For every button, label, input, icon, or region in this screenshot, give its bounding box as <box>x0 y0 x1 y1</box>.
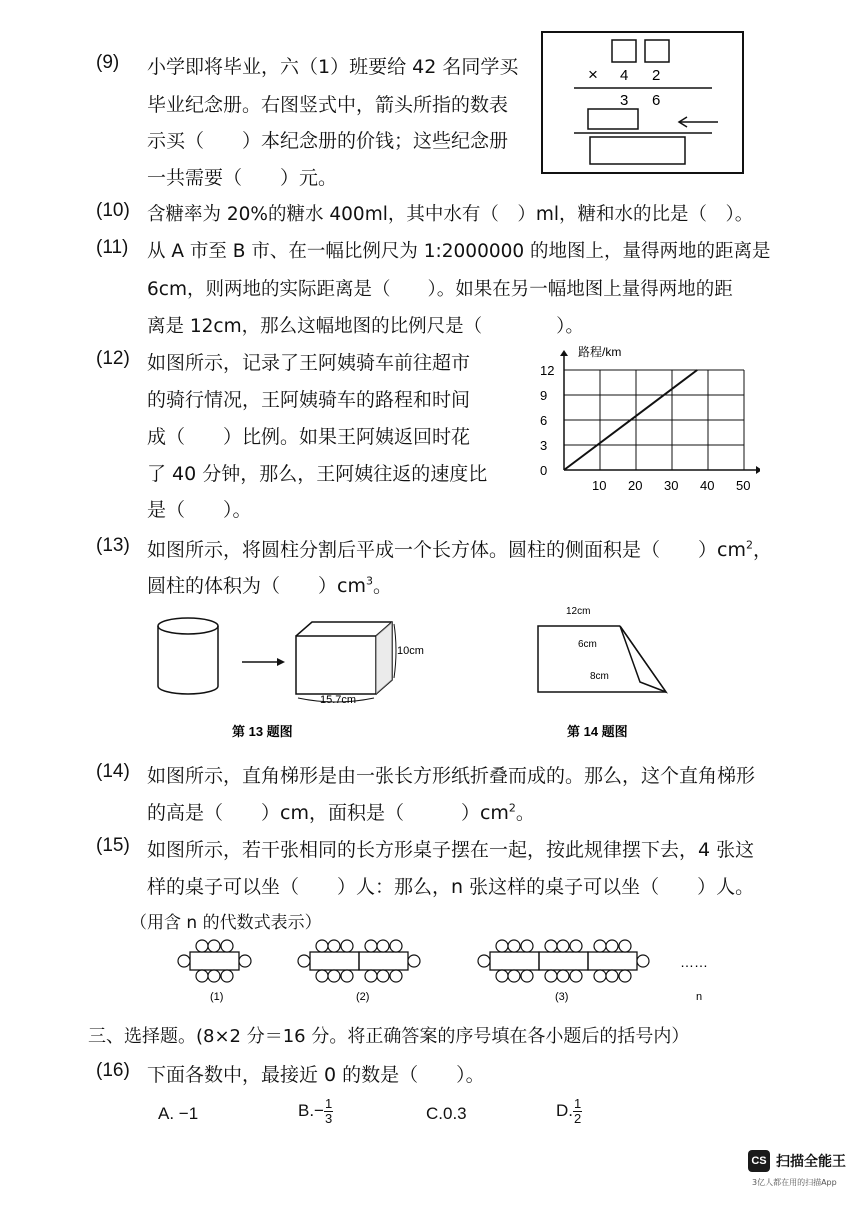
q14-line2-end: 。 <box>515 802 535 824</box>
cylinder-top <box>158 618 218 634</box>
table-1-1 <box>190 952 239 970</box>
seat-bottom-2-1-3 <box>341 970 353 982</box>
q13-line2-text: 圆柱的体积为（ ）cm <box>147 575 366 597</box>
q14-number: (14) <box>96 761 130 782</box>
seat-top-3-2-2 <box>557 940 569 952</box>
seat-top-2-2-2 <box>377 940 389 952</box>
seat-top-1-1-1 <box>196 940 208 952</box>
seat-top-3-1-2 <box>508 940 520 952</box>
q14-line2 <box>147 798 535 825</box>
q14-length-6cm: 6cm <box>578 639 597 650</box>
q13-line1-text: 如图所示，将圆柱分割后平成一个长方体。圆柱的侧面积是（ ）cm <box>147 539 746 561</box>
pattern-label-n: n <box>696 991 703 1003</box>
q9-line1: 小学即将毕业，六（1）班要给 42 名同学买 <box>147 56 519 78</box>
q15-line2: 样的桌子可以坐（ ）人：那么，n 张这样的桌子可以坐（ ）人。 <box>147 876 755 898</box>
q14-sup-2: 2 <box>508 801 516 815</box>
option-d-fraction <box>573 1097 582 1126</box>
seat-left-3 <box>478 955 490 967</box>
q14-figure-caption: 第 14 题图 <box>567 724 628 739</box>
section-3-title: 三、选择题。(8×2 分＝16 分。将正确答案的序号填在各小题后的括号内） <box>88 1026 690 1047</box>
seat-top-3-2-3 <box>570 940 582 952</box>
seat-bottom-3-2-2 <box>557 970 569 982</box>
q9-number: (9) <box>96 52 120 73</box>
q15-line3: （用含 n 的代数式表示） <box>130 913 322 933</box>
q15-number: (15) <box>96 835 130 856</box>
seat-bottom-3-1-2 <box>508 970 520 982</box>
table-3-1 <box>490 952 539 970</box>
q16-option-c: C.0.3 <box>426 1104 467 1123</box>
multiplier-digit-1: 4 <box>620 67 629 84</box>
partial-product-box <box>588 109 638 129</box>
q9-line4: 一共需要（ ）元。 <box>147 167 338 189</box>
trapezoid-outline <box>538 626 666 692</box>
seat-top-1-1-3 <box>221 940 233 952</box>
seat-top-3-2-1 <box>545 940 557 952</box>
cylinder-bottom <box>158 686 218 694</box>
q13-line1 <box>147 535 772 562</box>
seat-bottom-3-3-2 <box>606 970 618 982</box>
seat-left-1 <box>178 955 190 967</box>
seat-top-3-3-2 <box>606 940 618 952</box>
q13-cylinder-figure <box>150 610 450 740</box>
folded-flap <box>620 626 666 692</box>
seat-bottom-3-3-3 <box>619 970 631 982</box>
y-tick-label-6: 6 <box>540 413 548 428</box>
seat-top-2-2-1 <box>365 940 377 952</box>
q15-tables-pattern-figure <box>170 932 730 1008</box>
q15-line1: 如图所示，若干张相同的长方形桌子摆在一起，按此规律摆下去，4 张这 <box>147 839 755 861</box>
q16-option-a: A. −1 <box>158 1104 199 1123</box>
q16-number: (16) <box>96 1060 130 1081</box>
seat-bottom-1-1-3 <box>221 970 233 982</box>
chart-y-axis-label: 路程/km <box>578 345 622 359</box>
y-axis-arrow-icon <box>560 350 568 356</box>
q13-line1-end: ， <box>752 539 772 561</box>
q12-line5: 是（ ）。 <box>147 499 252 521</box>
y-tick-label-9: 9 <box>540 388 548 403</box>
pattern-label-2: (2) <box>356 991 370 1003</box>
q12-distance-time-chart <box>520 340 760 500</box>
option-d-numerator: 1 <box>574 1096 582 1111</box>
scanner-watermark <box>748 1150 846 1172</box>
seat-bottom-1-1-2 <box>208 970 220 982</box>
pattern-label-1: (1) <box>210 991 224 1003</box>
partial-digit-2: 6 <box>652 92 661 109</box>
x-tick-label-20: 20 <box>628 478 643 493</box>
seat-bottom-3-1-1 <box>496 970 508 982</box>
chart-axes <box>560 350 760 474</box>
seat-bottom-1-1-1 <box>196 970 208 982</box>
seat-bottom-2-2-2 <box>377 970 389 982</box>
blank-digit-box-1 <box>612 40 636 62</box>
table-2-2 <box>359 952 408 970</box>
pattern-ellipsis: …… <box>680 954 708 970</box>
option-b-fraction <box>324 1097 333 1126</box>
chart-grid <box>564 370 744 470</box>
q12-line3: 成（ ）比例。如果王阿姨返回时花 <box>147 426 471 448</box>
q12-line1: 如图所示，记录了王阿姨骑车前往超市 <box>147 352 471 374</box>
x-axis-arrow-icon <box>756 466 760 474</box>
seat-bottom-3-1-3 <box>521 970 533 982</box>
q12-number: (12) <box>96 348 130 369</box>
times-sign: × <box>588 65 598 84</box>
q13-number: (13) <box>96 535 130 556</box>
seat-top-3-3-1 <box>594 940 606 952</box>
seat-top-3-1-1 <box>496 940 508 952</box>
cuboid-front <box>296 636 376 694</box>
seat-bottom-3-2-1 <box>545 970 557 982</box>
partial-digit-1: 3 <box>620 92 629 109</box>
q16-option-b <box>298 1097 333 1126</box>
q14-line2-text: 的高是（ ）cm，面积是（ ）cm <box>147 802 509 824</box>
q9-vertical-multiplication-figure <box>540 30 746 176</box>
seat-top-2-2-3 <box>390 940 402 952</box>
q11-line2: 6cm，则两地的实际距离是（ ）。如果在另一幅地图上量得两地的距 <box>147 279 733 300</box>
q14-length-8cm: 8cm <box>590 671 609 682</box>
seat-top-3-3-3 <box>619 940 631 952</box>
table-3-2 <box>539 952 588 970</box>
table-3-3 <box>588 952 637 970</box>
q13-line2 <box>147 571 392 598</box>
q12-line2: 的骑行情况，王阿姨骑车的路程和时间 <box>147 389 471 411</box>
seat-right-2 <box>408 955 420 967</box>
seat-top-2-1-1 <box>316 940 328 952</box>
seat-right-3 <box>637 955 649 967</box>
x-tick-label-50: 50 <box>736 478 751 493</box>
q11-number: (11) <box>96 237 129 258</box>
q11-line3: 离是 12cm，那么这幅地图的比例尺是（ ）。 <box>147 316 584 337</box>
x-tick-label-30: 30 <box>664 478 679 493</box>
cuboid-shaded-side <box>376 622 392 694</box>
q14-length-12cm: 12cm <box>566 606 591 617</box>
product-box <box>590 137 685 164</box>
seat-top-2-1-2 <box>328 940 340 952</box>
chart-tick-labels <box>540 363 750 493</box>
seat-bottom-2-2-3 <box>390 970 402 982</box>
option-d-denominator: 2 <box>574 1111 582 1126</box>
option-d-prefix: D. <box>556 1100 573 1120</box>
q16-option-d <box>556 1097 582 1126</box>
option-b-numerator: 1 <box>325 1096 333 1111</box>
seat-top-2-1-3 <box>341 940 353 952</box>
watermark-subtitle: 3亿人都在用的扫描App <box>752 1178 837 1187</box>
transform-arrow-icon <box>277 658 285 666</box>
q12-line4: 了 40 分钟，那么，王阿姨往返的速度比 <box>147 463 488 485</box>
seat-bottom-2-1-2 <box>328 970 340 982</box>
camscanner-logo-icon: CS <box>748 1150 770 1172</box>
x-tick-label-10: 10 <box>592 478 607 493</box>
blank-digit-box-2 <box>645 40 669 62</box>
seat-bottom-3-2-3 <box>570 970 582 982</box>
watermark-name: 扫描全能王 <box>776 1154 846 1170</box>
q11-line1: 从 A 市至 B 市、在一幅比例尺为 1:2000000 的地图上，量得两地的距离是 <box>147 241 771 262</box>
seat-bottom-2-2-1 <box>365 970 377 982</box>
table-2-1 <box>310 952 359 970</box>
cuboid-length-label: 15.7cm <box>320 694 357 706</box>
y-tick-label-3: 3 <box>540 438 548 453</box>
q9-line3: 示买（ ）本纪念册的价钱；这些纪念册 <box>147 130 509 152</box>
q16-line1: 下面各数中，最接近 0 的数是（ ）。 <box>147 1064 485 1086</box>
option-b-denominator: 3 <box>325 1111 333 1126</box>
q13-line2-end: 。 <box>372 575 392 597</box>
q10-line1: 含糖率为 20%的糖水 400ml，其中水有（ ）ml，糖和水的比是（ ）。 <box>147 204 754 225</box>
seat-right-1 <box>239 955 251 967</box>
q13-sup-2: 2 <box>745 538 753 552</box>
y-tick-label-12: 12 <box>540 363 555 378</box>
multiplier-digit-2: 2 <box>652 67 661 84</box>
seat-left-2 <box>298 955 310 967</box>
option-b-prefix: B.− <box>298 1100 324 1120</box>
q13-sup-3: 3 <box>365 574 373 588</box>
q10-number: (10) <box>96 200 130 221</box>
seat-bottom-2-1-1 <box>316 970 328 982</box>
seat-top-1-1-2 <box>208 940 220 952</box>
q14-folded-paper-figure <box>530 600 690 740</box>
x-tick-label-40: 40 <box>700 478 715 493</box>
pattern-label-3: (3) <box>555 991 569 1003</box>
height-brace <box>394 624 396 678</box>
q13-figure-caption: 第 13 题图 <box>232 724 293 739</box>
seat-bottom-3-3-1 <box>594 970 606 982</box>
q14-line1: 如图所示，直角梯形是由一张长方形纸折叠而成的。那么，这个直角梯形 <box>147 765 756 787</box>
y-tick-label-0: 0 <box>540 463 548 478</box>
figure-frame <box>542 32 743 173</box>
q9-line2: 毕业纪念册。右图竖式中，箭头所指的数表 <box>147 94 509 116</box>
seat-top-3-1-3 <box>521 940 533 952</box>
cuboid-height-label: 10cm <box>397 645 424 657</box>
tables-group <box>178 940 649 982</box>
